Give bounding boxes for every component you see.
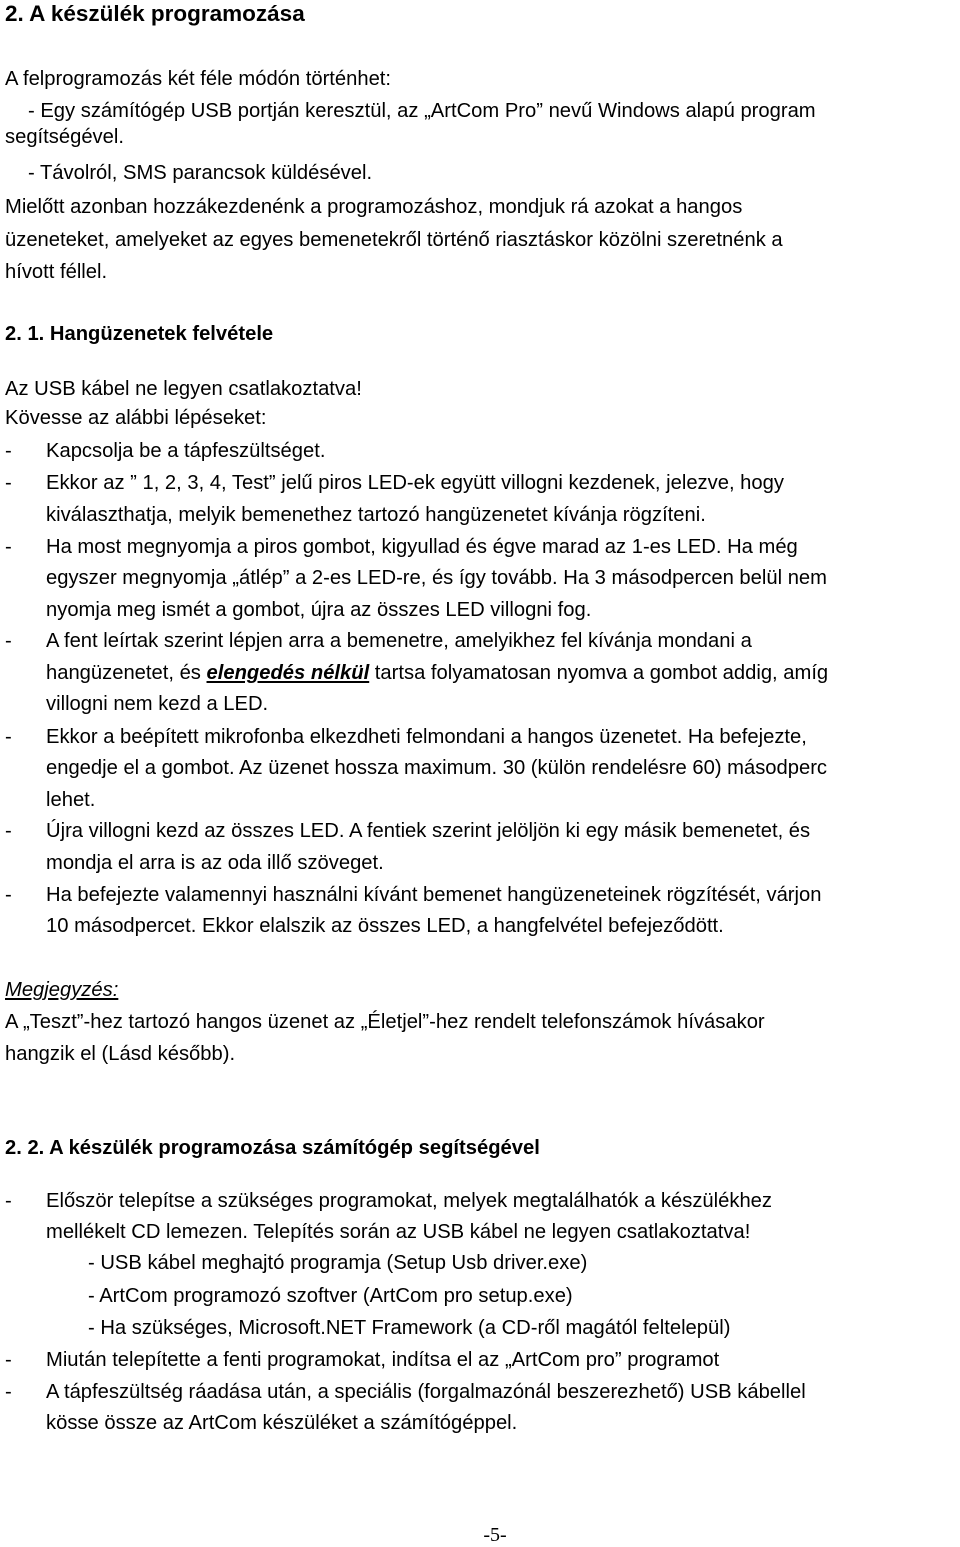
option-sms: - Távolról, SMS parancsok küldésével. <box>28 162 373 184</box>
list-item: Újra villogni kezd az összes LED. A fentiek szerint jelöljön ki egy másik bemenetet, és <box>46 820 811 842</box>
list-bullet: - <box>5 1190 12 1212</box>
list-item: Miután telepítette a fenti programokat, indítsa el az „ArtCom pro” programot <box>46 1349 720 1371</box>
list-item: Először telepítse a szükséges programokat, melyek megtalálhatók a készülékhez <box>46 1190 772 1212</box>
paragraph-line: hívott féllel. <box>5 261 108 283</box>
paragraph-line: üzeneteket, amelyeket az egyes bemenetekről történő riasztáskor közölni szeretnénk a <box>5 229 783 251</box>
list-item-cont: kösse össze az ArtCom készüléket a számítógéppel. <box>46 1412 518 1434</box>
list-item: A fent leírtak szerint lépjen arra a bemenetre, amelyikhez fel kívánja mondani a <box>46 630 752 652</box>
sub-list-item: - Ha szükséges, Microsoft.NET Framework (a CD-ről magától feltelepül) <box>88 1317 731 1339</box>
list-item-cont <box>46 661 828 685</box>
subsection-heading: 2. 2. A készülék programozása számítógép segítségével <box>5 1137 540 1159</box>
subsection-heading: 2. 1. Hangüzenetek felvétele <box>5 323 274 345</box>
list-bullet: - <box>5 440 12 462</box>
text-run: hangüzenetet, és <box>46 662 207 684</box>
list-item: Ha most megnyomja a piros gombot, kigyullad és égve marad az 1-es LED. Ha még <box>46 536 798 558</box>
list-bullet: - <box>5 472 12 494</box>
section-heading: 2. A készülék programozása <box>5 1 305 26</box>
page-number: -5- <box>483 1524 507 1546</box>
list-item-cont: engedje el a gombot. Az üzenet hossza maximum. 30 (külön rendelésre 60) másodperc <box>46 757 828 779</box>
list-item: Ha befejezte valamennyi használni kívánt bemenet hangüzeneteinek rögzítését, várjon <box>46 884 822 906</box>
list-item-cont: egyszer megnyomja „átlép” a 2-es LED-re, és így tovább. Ha 3 másodpercen belül nem <box>46 567 827 589</box>
list-item-cont: lehet. <box>46 789 96 811</box>
list-bullet: - <box>5 1349 12 1371</box>
list-item: Ekkor a beépített mikrofonba elkezdheti felmondani a hangos üzenetet. Ha befejezte, <box>46 726 807 748</box>
list-item: A tápfeszültség ráadása után, a speciális (forgalmazónál beszerezhető) USB kábellel <box>46 1381 806 1403</box>
sub-list-item: - USB kábel meghajtó programja (Setup Usb driver.exe) <box>88 1252 588 1274</box>
note-label: Megjegyzés: <box>5 979 119 1001</box>
intro-text: A felprogramozás két féle módón történhet: <box>5 68 392 90</box>
list-bullet: - <box>5 884 12 906</box>
paragraph-line: Mielőtt azonban hozzákezdenénk a programozáshoz, mondjuk rá azokat a hangos <box>5 196 743 218</box>
list-bullet: - <box>5 820 12 842</box>
list-item-cont: 10 másodpercet. Ekkor elalszik az összes LED, a hangfelvétel befejeződött. <box>46 915 724 937</box>
warning-text: Az USB kábel ne legyen csatlakoztatva! <box>5 378 362 400</box>
list-item-cont: nyomja meg ismét a gombot, újra az összes LED villogni fog. <box>46 599 592 621</box>
list-item-cont: mondja el arra is az oda illő szöveget. <box>46 852 384 874</box>
instruction-text: Kövesse az alábbi lépéseket: <box>5 407 267 429</box>
list-bullet: - <box>5 630 12 652</box>
note-text: hangzik el (Lásd később). <box>5 1043 236 1065</box>
list-item: Kapcsolja be a tápfeszültséget. <box>46 440 326 462</box>
text-run: tartsa folyamatosan nyomva a gombot addig, amíg <box>369 662 829 684</box>
list-bullet: - <box>5 536 12 558</box>
list-bullet: - <box>5 726 12 748</box>
list-bullet: - <box>5 1381 12 1403</box>
option-usb: - Egy számítógép USB portján keresztül, az „ArtCom Pro” nevű Windows alapú program <box>28 100 816 122</box>
list-item-cont: kiválaszthatja, melyik bemenethez tartozó hangüzenetet kívánja rögzíteni. <box>46 504 706 526</box>
sub-list-item: - ArtCom programozó szoftver (ArtCom pro setup.exe) <box>88 1285 573 1307</box>
list-item: Ekkor az ” 1, 2, 3, 4, Test” jelű piros LED-ek együtt villogni kezdenek, jelezve, hogy <box>46 472 784 494</box>
option-usb-cont: segítségével. <box>5 126 124 148</box>
list-item-cont: villogni nem kezd a LED. <box>46 693 269 715</box>
note-text: A „Teszt”-hez tartozó hangos üzenet az „Életjel”-hez rendelt telefonszámok hívásakor <box>5 1011 765 1033</box>
list-item-cont: mellékelt CD lemezen. Telepítés során az USB kábel ne legyen csatlakoztatva! <box>46 1221 751 1243</box>
emphasis-text: elengedés nélkül <box>206 662 370 684</box>
